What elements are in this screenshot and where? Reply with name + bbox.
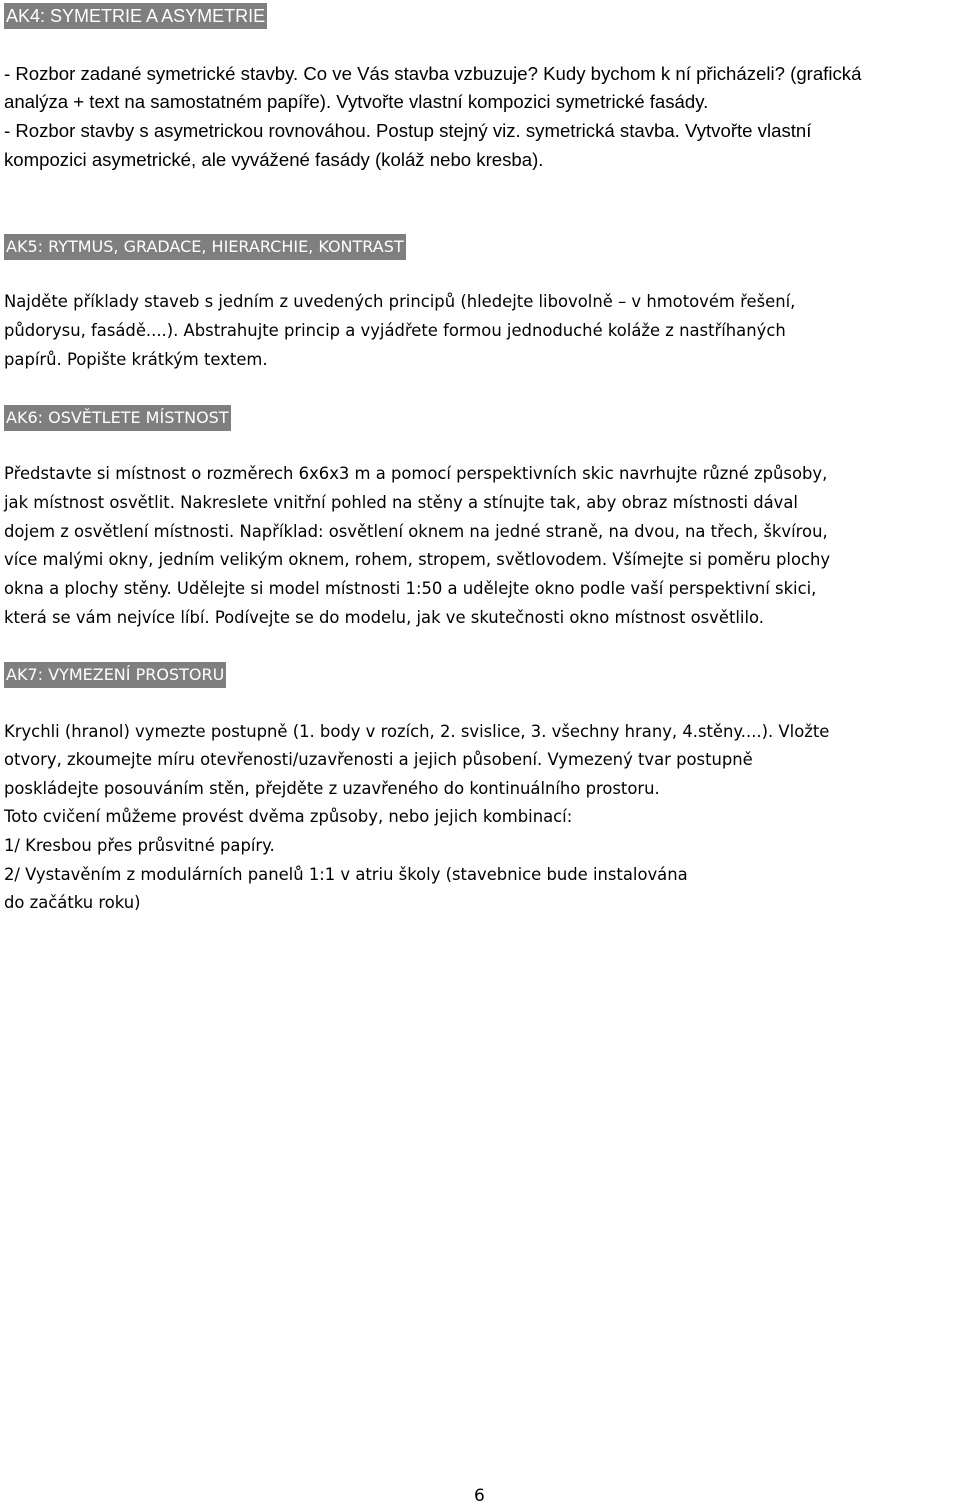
ak5-line-1: Najděte příklady staveb s jedním z uvedených principů (hledejte libovolně – v hmotovém řešení, [4, 292, 796, 311]
ak4-line-3: - Rozbor stavby s asymetrickou rovnováhou. Postup stejný viz. symetrická stavba. Vytvořte vlastní [4, 120, 812, 141]
ak4-line-2: analýza + text na samostatném papíře). Vytvořte vlastní kompozici symetrické fasády. [4, 91, 709, 112]
ak6-line-5: okna a plochy stěny. Udělejte si model místnosti 1:50 a udělejte okno podle vaší perspektivní skici, [4, 579, 817, 598]
ak6-line-1: Představte si místnost o rozměrech 6x6x3 m a pomocí perspektivních skic navrhujte různé způsoby, [4, 464, 828, 483]
section-heading-ak4: AK4: SYMETRIE A ASYMETRIE [4, 3, 267, 29]
ak7-line-1: Krychli (hranol) vymezte postupně (1. body v rozích, 2. svislice, 3. všechny hrany, 4.stěny....). Vložte [4, 722, 830, 741]
ak7-line-7: do začátku roku) [4, 893, 141, 912]
section-heading-ak6: AK6: OSVĚTLETE MÍSTNOST [4, 405, 231, 431]
ak6-line-6: která se vám nejvíce líbí. Podívejte se do modelu, jak ve skutečnosti okno místnost osvětlilo. [4, 608, 764, 627]
ak4-line-4: kompozici asymetrické, ale vyvážené fasády (koláž nebo kresba). [4, 149, 544, 170]
page-number: 6 [474, 1486, 485, 1506]
ak7-line-2: otvory, zkoumejte míru otevřenosti/uzavřenosti a jejich působení. Vymezený tvar postupně [4, 750, 753, 769]
ak6-line-2: jak místnost osvětlit. Nakreslete vnitřní pohled na stěny a stínujte tak, aby obraz místnosti dával [4, 493, 798, 512]
ak7-line-5: 1/ Kresbou přes průsvitné papíry. [4, 836, 275, 855]
ak4-line-1: - Rozbor zadané symetrické stavby. Co ve Vás stavba vzbuzuje? Kudy bychom k ní přicházeli? (grafická [4, 63, 862, 84]
ak7-line-6: 2/ Vystavěním z modulárních panelů 1:1 v atriu školy (stavebnice bude instalována [4, 865, 688, 884]
section-heading-ak5: AK5: RYTMUS, GRADACE, HIERARCHIE, KONTRAST [4, 234, 406, 260]
ak5-line-2: půdorysu, fasádě....). Abstrahujte princip a vyjádřete formou jednoduché koláže z nastříhaných [4, 321, 786, 340]
ak7-line-3: poskládejte posouváním stěn, přejděte z uzavřeného do kontinuálního prostoru. [4, 779, 660, 798]
ak5-line-3: papírů. Popište krátkým textem. [4, 350, 268, 369]
section-heading-ak7: AK7: VYMEZENÍ PROSTORU [4, 662, 226, 688]
ak6-line-3: dojem z osvětlení místnosti. Například: osvětlení oknem na jedné straně, na dvou, na třech, škvírou, [4, 522, 828, 541]
ak6-line-4: více malými okny, jedním velikým oknem, rohem, stropem, světlovodem. Všímejte si poměru plochy [4, 550, 831, 569]
ak7-line-4: Toto cvičení můžeme provést dvěma způsoby, nebo jejich kombinací: [4, 807, 573, 826]
